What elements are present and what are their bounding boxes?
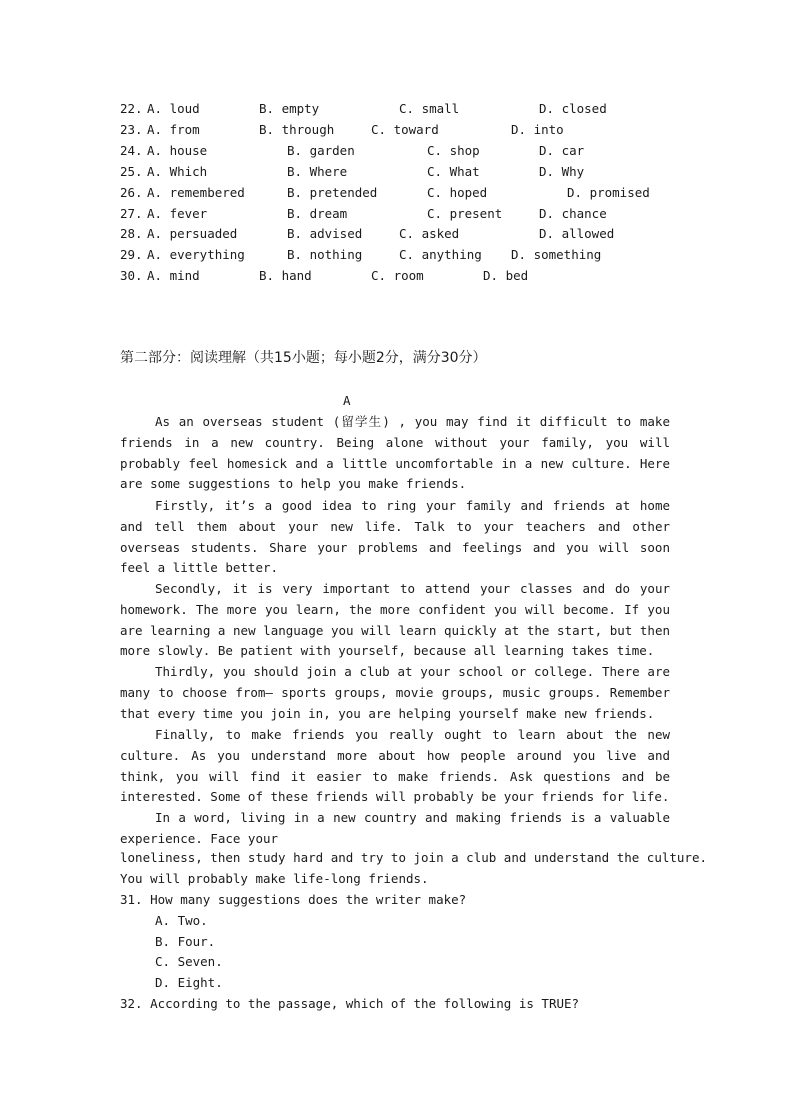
- paragraph-3: [120, 579, 670, 662]
- option-b: B. pretended: [287, 185, 378, 200]
- q31-option-a: A. Two.: [155, 913, 208, 928]
- option-d: D. allowed: [539, 226, 615, 241]
- option-c: C. asked: [399, 226, 460, 241]
- q31-option-c: C. Seven.: [155, 954, 223, 969]
- q31-option-d: D. Eight.: [155, 975, 223, 990]
- option-a: A. house: [147, 143, 208, 158]
- passage-letter: A: [343, 393, 351, 408]
- option-a: A. everything: [147, 247, 245, 262]
- q31-option-b: B. Four.: [155, 934, 216, 949]
- option-a: A. loud: [147, 101, 200, 116]
- question-number: 27.: [120, 206, 143, 221]
- paragraph-text: In a word, living in a new country and making friends is a valuable experience. Face your: [120, 810, 670, 846]
- section-title: 第二部分：阅读理解（共15小题；每小题2分，满分30分）: [120, 350, 487, 366]
- option-d: D. chance: [539, 206, 607, 221]
- option-b: B. nothing: [287, 247, 363, 262]
- paragraph-text: Firstly, it’s a good idea to ring your family and friends at home and tell them about your new life. Talk to your teachers and other overseas students. Share your problems and feelings and you will soon feel a little better.: [120, 498, 670, 576]
- option-d: D. Why: [539, 164, 585, 179]
- option-d: D. car: [539, 143, 585, 158]
- option-c: C. hoped: [427, 185, 488, 200]
- option-d: D. something: [511, 247, 602, 262]
- paragraph-text: As an overseas student (留学生) , you may find it difficult to make friends in a new country. Being alone without your family, you will probably feel homesick and a little uncomfortable in a new culture. Here are some suggestions to help you make friends.: [120, 414, 670, 492]
- option-a: A. mind: [147, 268, 200, 283]
- option-c: C. toward: [371, 122, 439, 137]
- option-c: C. room: [371, 268, 424, 283]
- option-a: A. persuaded: [147, 226, 238, 241]
- option-a: A. Which: [147, 164, 208, 179]
- paragraph-2: [120, 496, 670, 579]
- question-number: 28.: [120, 226, 143, 241]
- option-a: A. from: [147, 122, 200, 137]
- question-number: 22.: [120, 101, 143, 116]
- option-c: C. small: [399, 101, 460, 116]
- closing-line-1: loneliness, then study hard and try to join a club and understand the culture.: [120, 850, 707, 865]
- option-b: B. Where: [287, 164, 348, 179]
- option-d: D. promised: [567, 185, 650, 200]
- paragraph-text: Finally, to make friends you really ought to learn about the new culture. As you understand more about how people around you live and think, you will find it easier to make friends. Ask questions and be interested. Some of these friends will probably be your friends for life.: [120, 727, 670, 805]
- question-number: 29.: [120, 247, 143, 262]
- paragraph-text: Secondly, it is very important to attend your classes and do your homework. The more you learn, the more confident you will become. If you are learning a new language you will learn quickly at the start, but then more slowly. Be patient with yourself, because all learning takes time.: [120, 581, 670, 659]
- option-c: C. shop: [427, 143, 480, 158]
- option-b: B. garden: [287, 143, 355, 158]
- option-d: D. bed: [483, 268, 529, 283]
- option-b: B. dream: [287, 206, 348, 221]
- paragraph-text: Thirdly, you should join a club at your school or college. There are many to choose from— sports groups, movie groups, music groups. Remember that every time you join in, you are helping yourself make new friends.: [120, 664, 670, 721]
- question-number: 24.: [120, 143, 143, 158]
- question-number: 23.: [120, 122, 143, 137]
- paragraph-4: [120, 662, 670, 724]
- option-b: B. empty: [259, 101, 320, 116]
- option-d: D. into: [511, 122, 564, 137]
- option-c: C. What: [427, 164, 480, 179]
- question-31-text: 31. How many suggestions does the writer make?: [120, 892, 467, 907]
- question-number: 26.: [120, 185, 143, 200]
- question-number: 30.: [120, 268, 143, 283]
- option-a: A. fever: [147, 206, 208, 221]
- paragraph-5: [120, 725, 670, 808]
- option-b: B. advised: [287, 226, 363, 241]
- option-d: D. closed: [539, 101, 607, 116]
- option-c: C. present: [427, 206, 503, 221]
- paragraph-1: [120, 412, 670, 495]
- paragraph-6: [120, 808, 670, 850]
- closing-line-2: You will probably make life-long friends.: [120, 871, 429, 886]
- option-b: B. hand: [259, 268, 312, 283]
- question-number: 25.: [120, 164, 143, 179]
- question-32-text: 32. According to the passage, which of the following is TRUE?: [120, 996, 580, 1011]
- option-a: A. remembered: [147, 185, 245, 200]
- option-c: C. anything: [399, 247, 482, 262]
- option-b: B. through: [259, 122, 335, 137]
